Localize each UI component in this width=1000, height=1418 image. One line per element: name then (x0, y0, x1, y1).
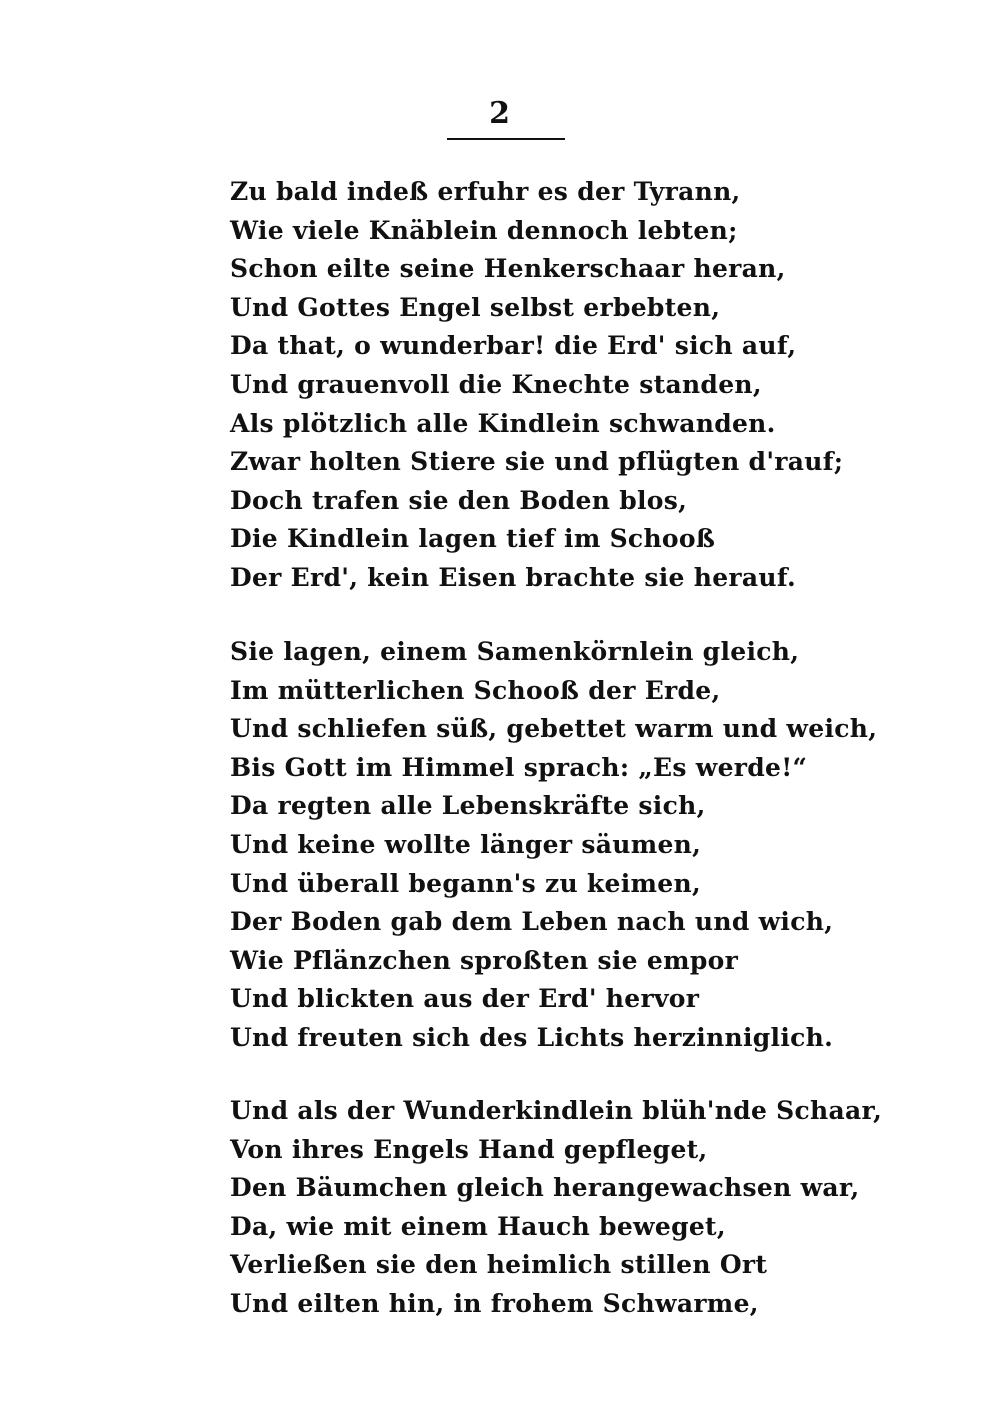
verse-line: Zwar holten Stiere sie und pflügten d'rauf; (230, 447, 844, 477)
verse-line: Als plötzlich alle Kindlein schwanden. (230, 408, 776, 438)
stanza-2 (230, 633, 877, 1058)
stanza-3 (230, 1092, 882, 1324)
verse-line: Und schliefen süß, gebettet warm und weich, (230, 714, 878, 744)
verse-line: Da that, o wunderbar! die Erd' sich auf, (230, 331, 797, 361)
verse-line: Doch trafen sie den Boden blos, (230, 485, 688, 515)
verse-line: Sie lagen, einem Samenkörnlein gleich, (230, 637, 800, 666)
verse-line: Der Boden gab dem Leben nach und wich, (230, 907, 834, 937)
verse-line: Verließen sie den heimlich stillen Ort (230, 1250, 768, 1280)
verse-line: Und freuten sich des Lichts herzinniglich. (230, 1022, 834, 1052)
verse-line: Die Kindlein lagen tief im Schooß (230, 524, 716, 554)
verse-line: Da, wie mit einem Hauch beweget, (230, 1211, 726, 1241)
verse-line: Und überall begann's zu keimen, (230, 868, 701, 898)
verse-line: Bis Gott im Himmel sprach: „Es werde!“ (230, 752, 808, 782)
verse-line: Im mütterlichen Schooß der Erde, (230, 675, 721, 705)
verse-line: Und blickten aus der Erd' hervor (230, 984, 700, 1014)
verse-line: Schon eilte seine Henkerschaar heran, (230, 254, 786, 284)
header-rule (447, 138, 565, 140)
verse-line: Wie Pflänzchen sproßten sie empor (230, 945, 739, 975)
verse-line: Und Gottes Engel selbst erbebten, (230, 292, 721, 322)
verse-line: Und keine wollte länger säumen, (230, 829, 702, 859)
verse-line: Da regten alle Lebenskräfte sich, (230, 791, 706, 821)
verse-line: Den Bäumchen gleich herangewachsen war, (230, 1173, 860, 1203)
verse-line: Von ihres Engels Hand gepfleget, (230, 1134, 708, 1164)
verse-line: Und eilten hin, in frohem Schwarme, (230, 1288, 759, 1318)
verse-line: Und als der Wunderkindlein blüh'nde Schaar, (230, 1096, 883, 1125)
page-number: 2 (489, 96, 511, 131)
verse-line: Wie viele Knäblein dennoch lebten; (230, 215, 738, 245)
verse-line: Der Erd', kein Eisen brachte sie herauf. (230, 562, 797, 592)
stanza-1 (230, 173, 843, 598)
verse-line: Zu bald indeß erfuhr es der Tyrann, (230, 177, 741, 206)
verse-line: Und grauenvoll die Knechte standen, (230, 369, 762, 399)
